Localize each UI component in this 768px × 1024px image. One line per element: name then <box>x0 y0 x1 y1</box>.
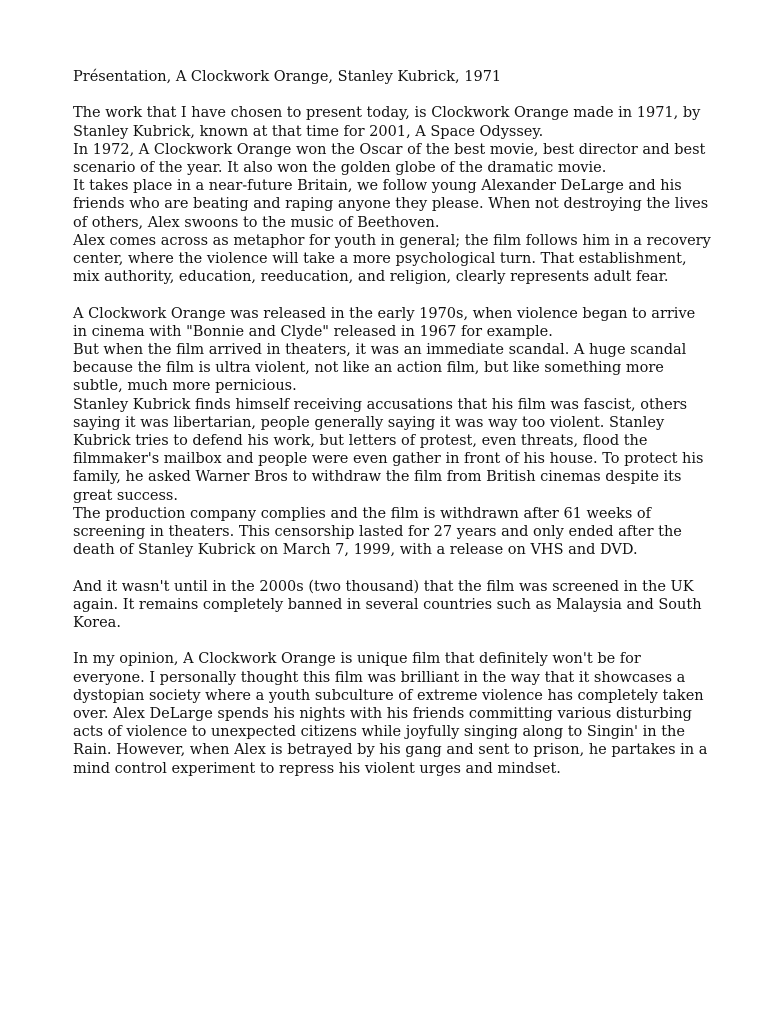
document-title: Présentation, A Clockwork Orange, Stanley Kubrick, 1971 <box>73 69 502 85</box>
paragraph-intro: The work that I have chosen to present today, is Clockwork Orange made in 1971, by Stanley Kubrick, known at that time for 2001, A Space Odyssey. <box>73 105 701 140</box>
paragraph-awards: In 1972, A Clockwork Orange won the Oscar of the best movie, best director and best scenario of the year. It also won the golden globe of the dramatic movie. <box>73 141 706 176</box>
document-page <box>73 68 713 778</box>
paragraph-scandal: But when the film arrived in theaters, it was an immediate scandal. A huge scandal because the film is ultra violent, not like an action film, but like something more subtle, much more pernicious. <box>73 342 687 395</box>
spacer <box>73 86 713 104</box>
spacer <box>73 559 713 577</box>
spacer <box>73 632 713 650</box>
paragraph-release: A Clockwork Orange was released in the early 1970s, when violence began to arrive in cinema with "Bonnie and Clyde" released in 1967 for example. <box>73 305 696 340</box>
paragraph-censorship: The production company complies and the film is withdrawn after 61 weeks of screening in theaters. This censorship lasted for 27 years and only ended after the death of Stanley Kubrick on March 7, 1999, with a release on VHS and DVD. <box>73 505 682 559</box>
paragraph-opinion: In my opinion, A Clockwork Orange is unique film that definitely won't be for everyone. I personally thought this film was brilliant in the way that it showcases a dystopian society where a youth subculture of extreme violence has completely taken over. Alex DeLarge spends his nights with his friends committing various disturbing acts of violence to unexpected citizens while joyfully singing along to Singin' in the Rain. However, when Alex is betrayed by his gang and sent to prison, he partakes in a mind control experiment to repress his violent urges and mindset. <box>73 651 708 777</box>
paragraph-metaphor: Alex comes across as metaphor for youth in general; the film follows him in a recovery center, where the violence will take a more psychological turn. That establishment, mix authority, education, reeducation, and religion, clearly represents adult fear. <box>73 232 711 286</box>
paragraph-plot: It takes place in a near-future Britain, we follow young Alexander DeLarge and his friends who are beating and raping anyone they please. When not destroying the lives of others, Alex swoons to the music of Beethoven. <box>73 178 709 231</box>
spacer <box>73 286 713 304</box>
paragraph-rerelease: And it wasn't until in the 2000s (two thousand) that the film was screened in the UK again. It remains completely banned in several countries such as Malaysia and South Korea. <box>73 578 702 632</box>
paragraph-accusations: Stanley Kubrick finds himself receiving accusations that his film was fascist, others saying it was libertarian, people generally saying it was way too violent. Stanley Kubrick tries to defend his work, but letters of protest, even threats, flood the filmmaker's mailbox and people were even gather in front of his house. To protect his family, he asked Warner Bros to withdraw the film from British cinemas despite its great success. <box>73 396 704 504</box>
